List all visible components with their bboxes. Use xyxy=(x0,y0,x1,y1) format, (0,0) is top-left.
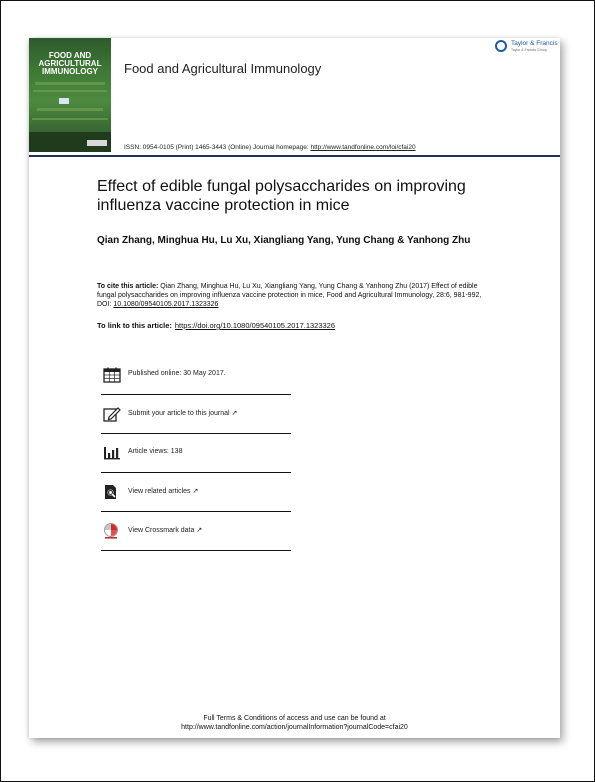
issn-line xyxy=(124,144,416,151)
journal-name: Food and Agricultural Immunology xyxy=(124,61,322,76)
publisher-logo-subtext: Taylor & Francis Group xyxy=(511,48,547,52)
document-page xyxy=(29,38,560,738)
citation-text: Qian Zhang, Minghua Hu, Lu Xu, Xiangliang Yang, Yung Chang & Yanhong Zhu (2017) Effect of edible fungal polysaccharides on improving influenza vaccine protection in mice, Food and Agricultural Immunology, 28:6, 981-992, DOI: xyxy=(97,283,482,308)
article-views-item xyxy=(101,434,291,473)
article-title: Effect of edible fungal polysaccharides on improving influenza vaccine protection in mice xyxy=(97,178,466,214)
crossmark-item[interactable] xyxy=(101,512,291,551)
publisher-logo xyxy=(495,40,559,56)
article-views-label: Article views: 138 xyxy=(128,448,183,455)
terms-link[interactable]: http://www.tandfonline.com/action/journalInformation?journalCode=cfai20 xyxy=(181,724,408,731)
terms-footer xyxy=(29,714,560,732)
edit-icon xyxy=(103,406,121,422)
related-articles-label[interactable] xyxy=(128,487,198,495)
external-link-icon: ↗ xyxy=(196,527,203,534)
external-link-icon: ↗ xyxy=(192,488,199,495)
submit-article-label[interactable] xyxy=(128,409,237,417)
published-online-label: Published online: 30 May 2017. xyxy=(128,370,226,377)
citation-doi-link[interactable]: 10.1080/09540105.2017.1323326 xyxy=(113,301,219,308)
related-articles-item[interactable] xyxy=(101,473,291,512)
related-articles-text: View related articles xyxy=(128,488,191,495)
link-to-article xyxy=(97,321,497,330)
publisher-logo-text: Taylor & Francis xyxy=(511,40,558,47)
crossmark-icon xyxy=(103,523,121,539)
journal-cover-image xyxy=(29,38,111,152)
link-label: To link to this article: xyxy=(97,321,172,330)
cover-title xyxy=(29,52,111,76)
bar-chart-icon xyxy=(103,445,121,461)
issn-text: ISSN: 0954-0105 (Print) 1465-3443 (Online) Journal homepage: xyxy=(124,144,311,151)
citation-block xyxy=(97,282,497,309)
calendar-icon xyxy=(103,367,121,383)
header-divider xyxy=(29,155,560,157)
article-doi-link[interactable]: https://doi.org/10.1080/09540105.2017.1323326 xyxy=(174,321,336,330)
article-authors: Qian Zhang, Minghua Hu, Lu Xu, Xiangliang Yang, Yung Chang & Yanhong Zhu xyxy=(97,235,471,246)
citation-label: To cite this article: xyxy=(97,283,159,290)
cover-title-line: IMMUNOLOGY xyxy=(42,67,98,76)
submit-article-item[interactable] xyxy=(101,395,291,434)
crossmark-text: View Crossmark data xyxy=(128,527,195,534)
publisher-logo-icon xyxy=(495,40,507,52)
published-online-item xyxy=(101,356,291,395)
terms-text: Full Terms & Conditions of access and use can be found at xyxy=(203,715,386,722)
journal-homepage-link[interactable]: http://www.tandfonline.com/loi/cfai20 xyxy=(310,144,416,151)
cover-title-line: FOOD AND xyxy=(48,51,92,60)
external-link-icon: ↗ xyxy=(231,410,238,417)
tractor-image xyxy=(59,98,69,104)
crossmark-label[interactable] xyxy=(128,526,202,534)
cover-title-line: AGRICULTURAL xyxy=(38,59,102,68)
article-actions xyxy=(101,356,291,551)
search-document-icon xyxy=(103,484,121,500)
submit-article-text: Submit your article to this journal xyxy=(128,410,230,417)
